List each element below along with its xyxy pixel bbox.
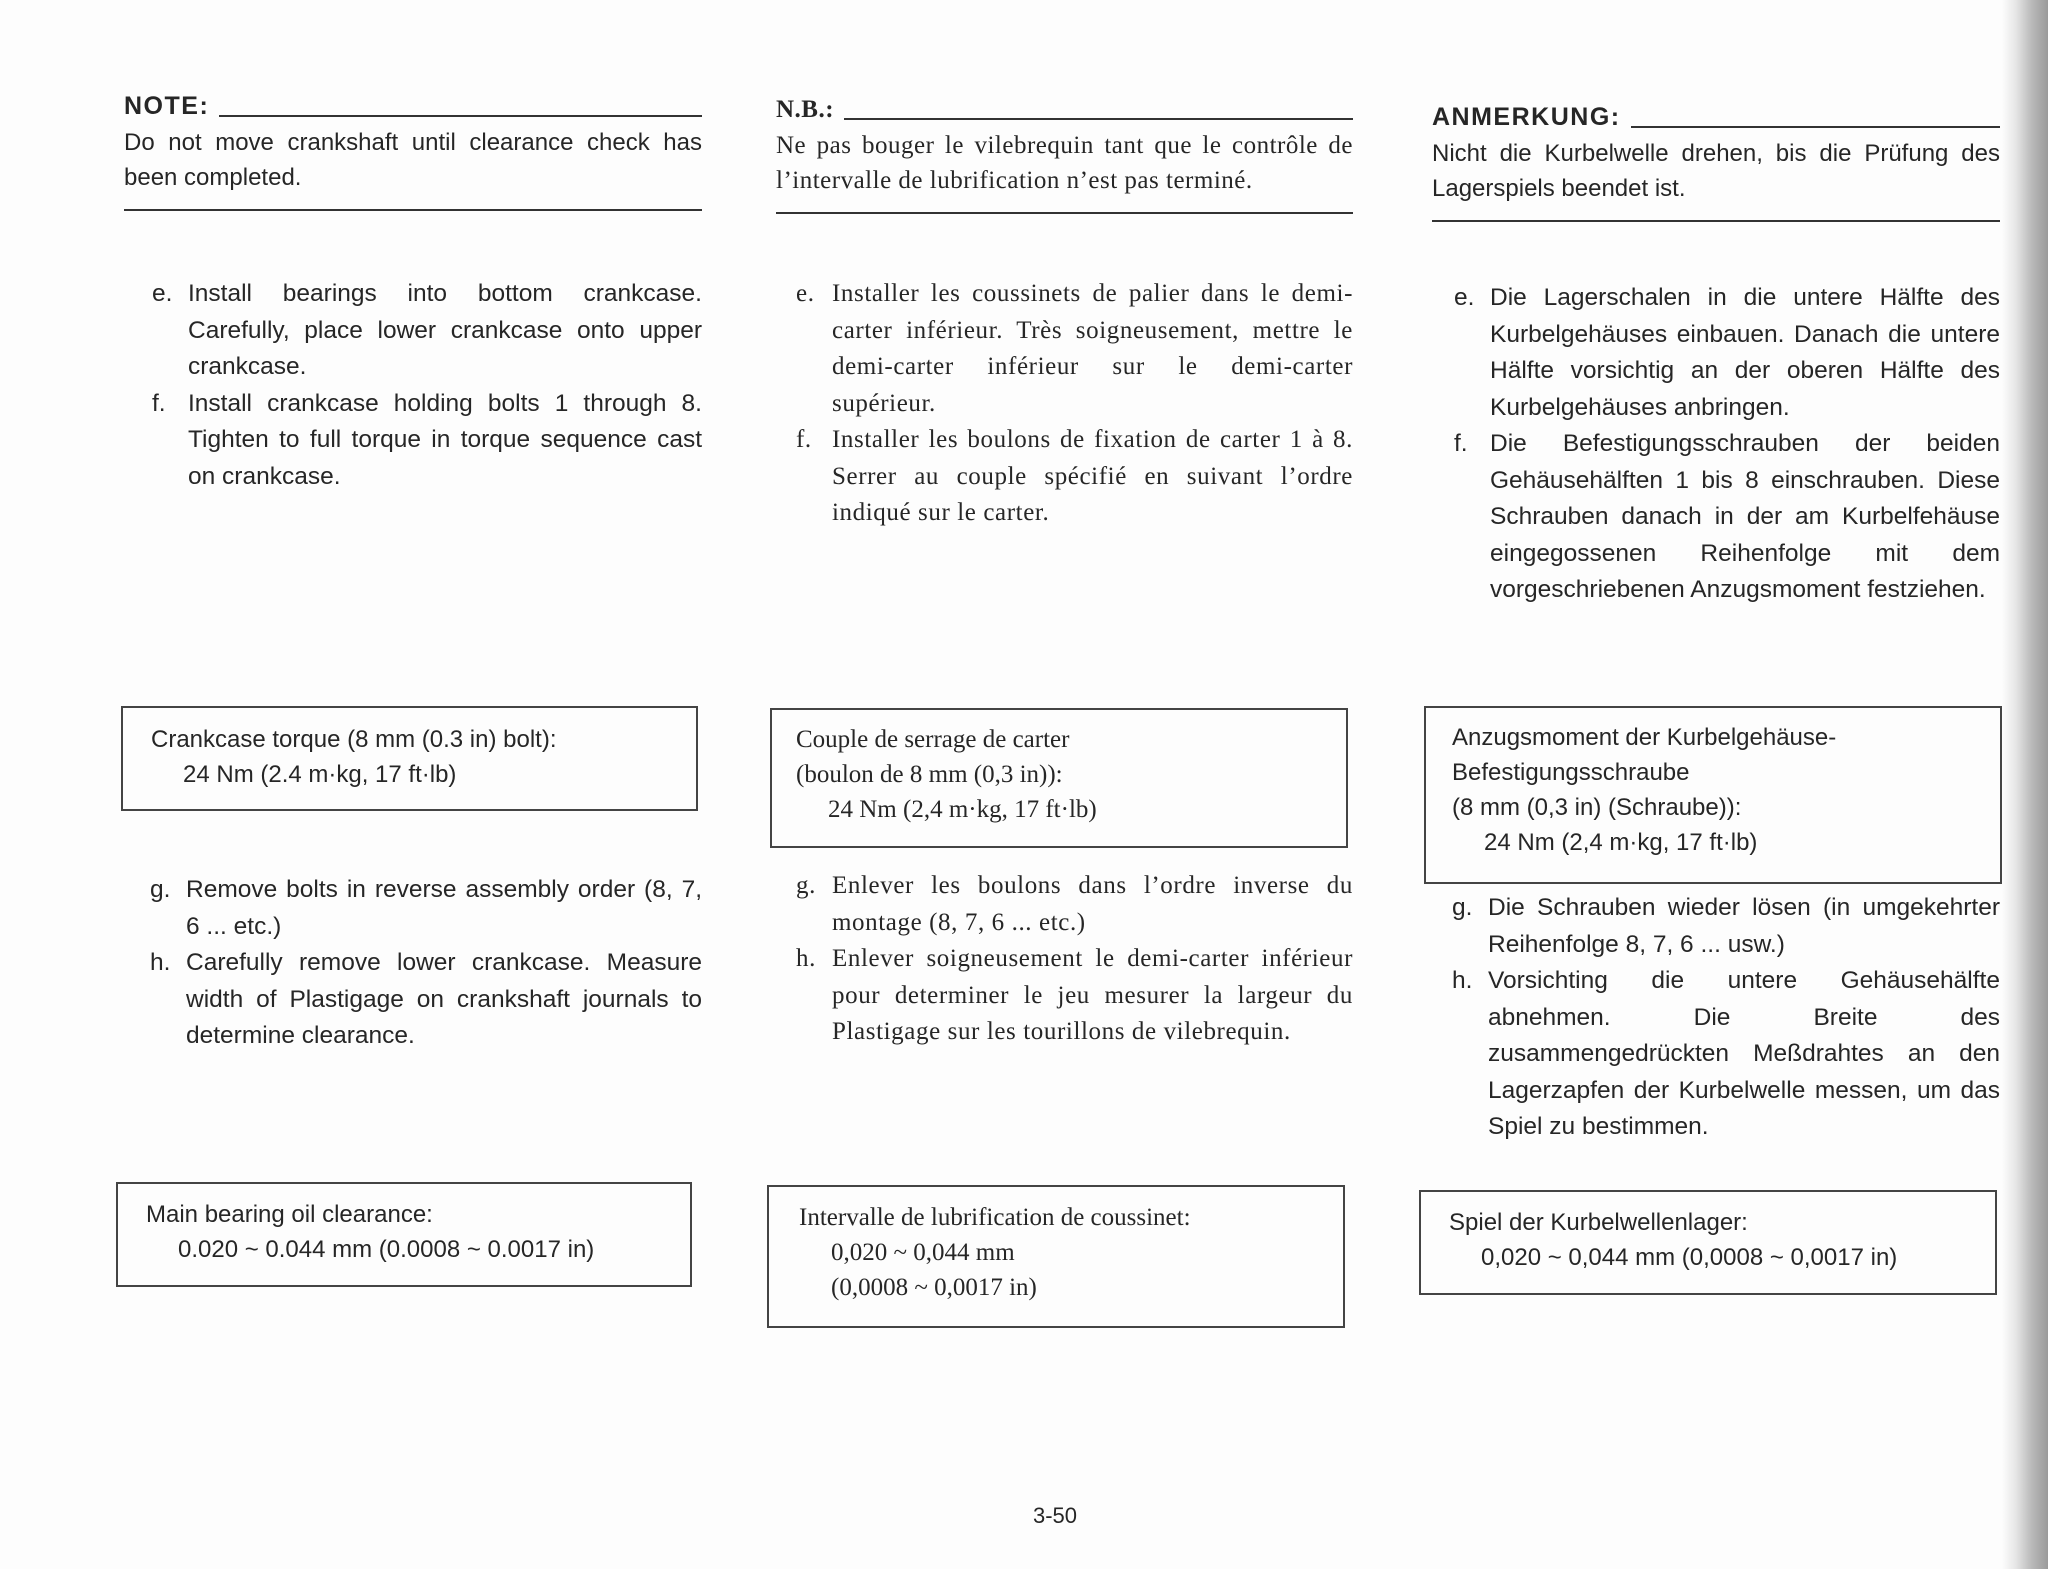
- spec-title: Befestigungsschraube: [1452, 759, 1690, 786]
- note-header: [124, 92, 702, 121]
- step-letter: g.: [796, 872, 816, 899]
- steps-g-h: [1452, 890, 2000, 1146]
- step-text: Die Befestigungsschrauben der beiden Gehäusehälften 1 bis 8 einschrauben. Diese Schrauben danach in der am Kurbelfehäuse eingegossenen Reihenfolge mit dem vorgeschriebenen Anzugsmoment festziehen.: [1490, 430, 2000, 603]
- step-text: Install crankcase holding bolts 1 through 8. Tighten to full torque in torque sequence cast on crankcase.: [188, 389, 702, 490]
- spec-title: Couple de serrage de carter: [796, 726, 1070, 753]
- steps-e-f: [152, 276, 702, 495]
- step-text: Install bearings into bottom crankcase. Carefully, place lower crankcase onto upper crankcase.: [188, 280, 702, 380]
- clearance-spec-box: [767, 1185, 1345, 1328]
- spec-title: Intervalle de lubrification de coussinet:: [799, 1204, 1191, 1231]
- steps-e-f: [796, 276, 1353, 532]
- spec-value: 24 Nm (2.4 m·kg, 17 ft·lb): [183, 761, 457, 788]
- torque-spec-box: [121, 706, 698, 811]
- note-block: [1432, 103, 2000, 222]
- step-item: [796, 276, 1353, 422]
- steps-e-f: [1454, 280, 2000, 609]
- steps-g-h: [796, 868, 1353, 1051]
- step-text: Enlever les boulons dans l’ordre inverse du montage (8, 7, 6 ... etc.): [832, 872, 1353, 936]
- spec-title: (boulon de 8 mm (0,3 in)):: [796, 761, 1063, 788]
- note-header-rule: [219, 115, 702, 117]
- note-header-rule: [844, 118, 1353, 120]
- step-letter: g.: [150, 876, 171, 903]
- step-item: [796, 868, 1353, 941]
- note-bottom-rule: [124, 209, 702, 211]
- step-text: Carefully remove lower crankcase. Measure width of Plastigage on crankshaft journals to determine clearance.: [186, 949, 702, 1049]
- note-header: [776, 96, 1353, 124]
- note-text: Ne pas bouger le vilebrequin tant que le contrôle de l’intervalle de lubrification n’est pas terminé.: [776, 132, 1353, 194]
- clearance-spec-box: [1419, 1190, 1997, 1295]
- step-text: Enlever soigneusement le demi-carter inférieur pour determiner le jeu mesurer la largeur du Plastigage sur les tourillons de vilebrequin.: [832, 945, 1353, 1045]
- step-item: [1454, 280, 2000, 426]
- page-number: 3-50: [1032, 1503, 1078, 1528]
- note-bottom-rule: [776, 212, 1353, 214]
- step-letter: g.: [1452, 894, 1473, 921]
- steps-g-h: [150, 872, 702, 1055]
- step-letter: f.: [1454, 430, 1468, 457]
- step-item: [1452, 890, 2000, 963]
- step-text: Die Lagerschalen in die untere Hälfte des Kurbelgehäuses einbauen. Danach die untere Hälfte vorsichtig an der oberen Hälfte des Kurbelgehäuses anbringen.: [1490, 284, 2000, 421]
- note-bottom-rule: [1432, 220, 2000, 222]
- step-item: [1454, 426, 2000, 609]
- step-item: [152, 276, 702, 386]
- spec-value: 0,020 ~ 0,044 mm (0,0008 ~ 0,0017 in): [1481, 1244, 1898, 1271]
- step-letter: f.: [152, 389, 166, 417]
- step-text: Installer les coussinets de palier dans le demi-carter inférieur. Très soigneusement, mettre le demi-carter inférieur sur le demi-carter supérieur.: [832, 280, 1353, 417]
- step-letter: h.: [150, 949, 171, 976]
- step-text: Installer les boulons de fixation de carter 1 à 8. Serrer au couple spécifié en suivant l’ordre indiqué sur le carter.: [832, 426, 1353, 526]
- note-text: Do not move crankshaft until clearance check has been completed.: [124, 129, 702, 191]
- spec-value: (0,0008 ~ 0,0017 in): [831, 1274, 1037, 1301]
- note-label: N.B.:: [776, 96, 835, 123]
- step-text: Vorsichting die untere Gehäusehälfte abnehmen. Die Breite des zusammengedrückten Meßdrahtes an den Lagerzapfen der Kurbelwelle messen, um das Spiel zu bestimmen.: [1488, 967, 2000, 1140]
- step-item: [150, 945, 702, 1055]
- torque-spec-box: [770, 708, 1348, 848]
- step-item: [150, 872, 702, 945]
- spec-title: Anzugsmoment der Kurbelgehäuse-: [1452, 724, 1837, 751]
- note-block: [776, 96, 1353, 214]
- spec-title: Spiel der Kurbelwellenlager:: [1449, 1209, 1748, 1236]
- step-item: [152, 386, 702, 496]
- spec-value: 0,020 ~ 0,044 mm: [831, 1239, 1015, 1266]
- step-letter: h.: [796, 945, 816, 972]
- spec-title: Crankcase torque (8 mm (0.3 in) bolt):: [151, 726, 557, 753]
- step-letter: e.: [796, 280, 815, 307]
- step-text: Die Schrauben wieder lösen (in umgekehrter Reihenfolge 8, 7, 6 ... usw.): [1488, 894, 2000, 958]
- clearance-spec-box: [116, 1182, 692, 1287]
- note-text: Nicht die Kurbelwelle drehen, bis die Prüfung des Lagerspiels beendet ist.: [1432, 140, 2000, 202]
- note-block: [124, 92, 702, 211]
- step-letter: f.: [796, 426, 812, 453]
- step-item: [1452, 963, 2000, 1146]
- note-label: ANMERKUNG:: [1432, 103, 1621, 131]
- spec-value: 0.020 ~ 0.044 mm (0.0008 ~ 0.0017 in): [178, 1236, 595, 1263]
- note-label: NOTE:: [124, 92, 210, 120]
- spec-value: 24 Nm (2,4 m·kg, 17 ft·lb): [828, 796, 1097, 823]
- spec-title: Main bearing oil clearance:: [146, 1201, 433, 1228]
- torque-spec-box: [1424, 706, 2002, 884]
- page-binding-edge: [2002, 0, 2048, 1569]
- step-letter: e.: [152, 280, 173, 307]
- step-item: [796, 941, 1353, 1051]
- note-header: [1432, 103, 2000, 132]
- step-letter: h.: [1452, 967, 1473, 994]
- note-header-rule: [1631, 126, 2000, 128]
- step-item: [796, 422, 1353, 532]
- spec-value: 24 Nm (2,4 m·kg, 17 ft·lb): [1484, 829, 1758, 856]
- step-text: Remove bolts in reverse assembly order (8, 7, 6 ... etc.): [186, 876, 702, 940]
- spec-title: (8 mm (0,3 in) (Schraube)):: [1452, 794, 1742, 821]
- step-letter: e.: [1454, 284, 1475, 311]
